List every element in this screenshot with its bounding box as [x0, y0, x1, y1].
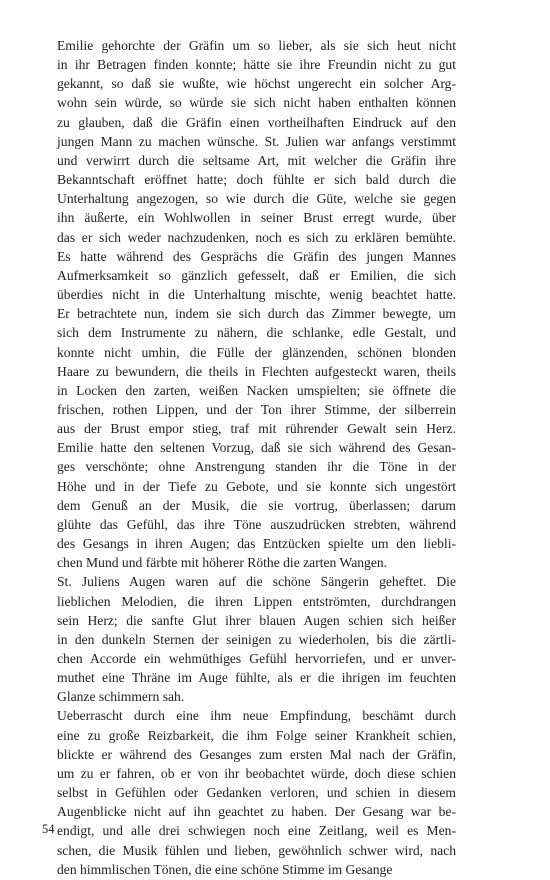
text-line: eine zu große Reizbarkeit, die ihm Folge seiner Krankheit schien,: [57, 727, 456, 743]
text-line: in ihr Betragen finden konnte; hätte sie ihre Freundin nicht zu gut: [57, 57, 456, 73]
text-line: Augenblicke nicht auf ihn geachtet zu haben. Der Gesang war be-: [57, 804, 456, 820]
text-line: Haare zu bewundern, die theils in Flechten aufgesteckt waren, theils: [57, 363, 456, 379]
paragraph: [42, 36, 456, 572]
text-line: und verwirrt durch die seltsame Art, mit welcher die Gräfin ihre: [57, 152, 456, 168]
text-line: chen Mund und färbte mit höherer Röthe die zarten Wangen.: [57, 555, 388, 571]
text-line: Unterhaltung angezogen, so wie durch die Güte, welche sie gegen: [57, 191, 456, 207]
text-line: chen Accorde ein wehmüthiges Gefühl hervorriefen, und er unver-: [57, 651, 456, 666]
text-line: Aufmerksamkeit so gänzlich gefesselt, daß er Emilien, die sich: [57, 267, 456, 283]
text-line: Bekanntschaft eröffnet hatte; doch fühlte er sich bald durch die: [57, 172, 456, 188]
text-line: gekannt, so daß sie wußte, wie höchst ungerecht ein solcher Arg-: [57, 76, 456, 92]
text-line: Emilie gehorchte der Gräfin um so lieber, als sie sich heut nicht: [57, 38, 456, 53]
text-line: Ueberrascht durch eine ihm neue Empfindung, beschämt durch: [57, 708, 456, 724]
text-line: blickte er während des Gesanges zum ersten Mal nach der Gräfin,: [57, 746, 456, 762]
text-line: das er sich weder nachzudenken, noch es sich zu erklären bemühte.: [57, 229, 456, 245]
text-line: des Gesangs in ihren Augen; das Entzücken spielte um den liebli-: [57, 536, 456, 552]
text-line: in den dunkeln Sternen der seinigen zu wiederholen, bis die zärtli-: [57, 631, 456, 647]
text-line: selbst in Gefühlen oder Gedanken verloren, und schien in diesem: [57, 785, 456, 801]
text-line: Emilie hatte den seltenen Vorzug, daß sie sich während des Gesan-: [57, 440, 456, 456]
text-line: sich dem Instrumente zu nähern, die schlanke, edle Gestalt, und: [57, 325, 456, 341]
text-line: Er betrachtete nun, indem sie sich durch das Zimmer bewegte, um: [57, 306, 456, 322]
text-line: um zu er fahren, ob er von ihr beobachtet würde, doch diese schien: [57, 765, 456, 781]
text-line: jungen Mann zu machen wünsche. St. Julien war anfangs verstimmt: [57, 133, 456, 149]
text-line: überdies nicht in die Unterhaltung mischte, wenig beachtet hatte.: [57, 287, 456, 303]
text-line: aus der Brust empor stieg, traf mit rührender Gewalt sein Herz.: [57, 421, 456, 437]
text-line: zu glauben, daß die Gräfin einen vortheilhaften Eindruck auf den: [57, 114, 456, 130]
text-line: frischen, rothen Lippen, und der Ton ihrer Stimme, der silberrein: [57, 401, 456, 417]
text-line: Höhe und in der Tiefe zu Gebote, und sie konnte sich ungestört: [57, 478, 456, 494]
text-line: den himmlischen Tönen, die eine schöne Stimme im Gesange: [57, 861, 393, 877]
text-line: muthet eine Thräne im Auge fühlte, als er die ihrigen im feuchten: [57, 670, 456, 686]
paragraph: [42, 706, 456, 878]
text-line: konnte nicht umhin, die Fülle der glänzenden, schönen blonden: [57, 344, 456, 360]
body-text: [42, 36, 456, 879]
text-line: lieblichen Melodien, die ihren Lippen entströmten, durchdrangen: [57, 593, 456, 609]
text-line: wohn sein würde, so würde sie sich nicht haben enthalten können: [57, 95, 456, 111]
paragraph: [42, 572, 456, 706]
text-line: glühte das Gefühl, das ihre Töne auszudrücken strebten, während: [57, 516, 456, 532]
text-line: St. Juliens Augen waren auf die schöne Sängerin geheftet. Die: [57, 574, 456, 590]
text-line: dem Genuß an der Musik, die sie vortrug, überlassen; darum: [57, 497, 456, 513]
text-line: Glanze schimmern sah.: [57, 689, 185, 705]
text-line: Es hatte während des Gesprächs die Gräfin des jungen Mannes: [57, 248, 456, 264]
text-line: endigt, und alle drei schwiegen noch eine Zeitlang, weil es Men-: [57, 823, 456, 839]
text-line: schen, die Musik fühlen und lieben, gewöhnlich schwer wird, nach: [57, 842, 456, 858]
page-number: 54: [42, 822, 55, 836]
text-line: in Locken den zarten, weißen Nacken umspielten; sie öffnete die: [57, 382, 456, 398]
text-line: ihn äußerte, ein Wohlwollen in seiner Brust erregt wurde, über: [57, 210, 456, 226]
text-line: sein Herz; die sanfte Glut ihrer blauen Augen schien sich heißer: [57, 612, 456, 628]
text-line: ges verschönte; ohne Anstrengung standen ihr die Töne in der: [57, 459, 456, 475]
